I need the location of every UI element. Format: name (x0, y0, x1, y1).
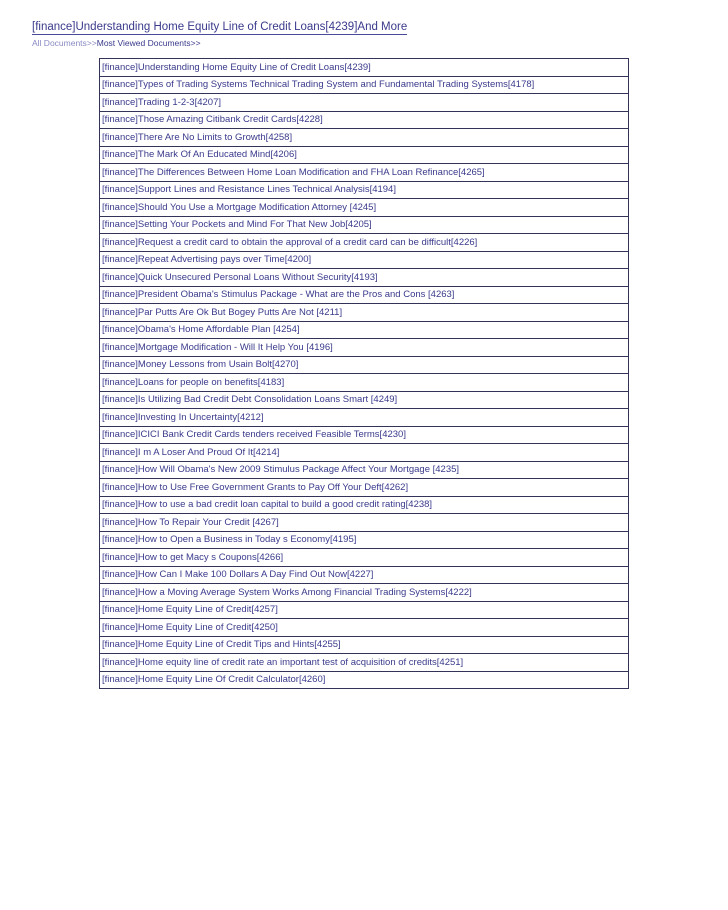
table-cell (100, 654, 629, 672)
document-link[interactable]: [finance]ICICI Bank Credit Cards tenders received Feasible Terms[4230] (102, 429, 406, 441)
table-row (100, 636, 629, 654)
table-row (100, 269, 629, 287)
document-link[interactable]: [finance]How a Moving Average System Works Among Financial Trading Systems[4222] (102, 586, 472, 598)
table-row (100, 146, 629, 164)
document-link[interactable]: [finance]Quick Unsecured Personal Loans Without Security[4193] (102, 271, 378, 283)
document-link[interactable]: [finance]Trading 1-2-3[4207] (102, 96, 222, 108)
table-cell (100, 321, 629, 339)
breadcrumb-separator: >> (86, 38, 97, 48)
document-link[interactable]: [finance]Repeat Advertising pays over Time[4200] (102, 254, 312, 266)
document-link[interactable]: [finance]How to Open a Business in Today s Economy[4195] (102, 534, 357, 546)
table-cell (100, 391, 629, 409)
table-cell (100, 216, 629, 234)
document-link[interactable]: [finance]How Can I Make 100 Dollars A Day Find Out Now[4227] (102, 569, 374, 581)
table-row (100, 111, 629, 129)
table-cell (100, 234, 629, 252)
table-row (100, 286, 629, 304)
table-cell (100, 461, 629, 479)
table-cell (100, 566, 629, 584)
document-link[interactable]: [finance]Setting Your Pockets and Mind For That New Job[4205] (102, 219, 372, 231)
table-cell (100, 146, 629, 164)
document-link[interactable]: [finance]President Obama's Stimulus Package - What are the Pros and Cons [4263] (102, 289, 455, 301)
breadcrumb-most-viewed-link[interactable]: Most Viewed Documents (96, 38, 191, 48)
table-row (100, 304, 629, 322)
table-row (100, 426, 629, 444)
table-cell (100, 671, 629, 689)
table-row (100, 374, 629, 392)
document-link[interactable]: [finance]Request a credit card to obtain the approval of a credit card can be difficult[4226] (102, 236, 478, 248)
table-row (100, 461, 629, 479)
table-row (100, 479, 629, 497)
table-row (100, 76, 629, 94)
table-cell (100, 584, 629, 602)
table-row (100, 164, 629, 182)
document-link[interactable]: [finance]Home equity line of credit rate an important test of acquisition of credits[4251] (102, 656, 464, 668)
table-cell (100, 181, 629, 199)
table-cell (100, 444, 629, 462)
table-cell (100, 426, 629, 444)
table-cell (100, 164, 629, 182)
table-cell (100, 304, 629, 322)
document-link[interactable]: [finance]Understanding Home Equity Line of Credit Loans[4239] (102, 61, 371, 73)
breadcrumb-trailing-separator: >> (190, 38, 201, 48)
table-row (100, 356, 629, 374)
table-cell (100, 549, 629, 567)
document-link[interactable]: [finance]Home Equity Line of Credit[4257] (102, 604, 278, 616)
document-link[interactable]: [finance]There Are No Limits to Growth[4258] (102, 131, 293, 143)
table-row (100, 444, 629, 462)
table-cell (100, 619, 629, 637)
document-link[interactable]: [finance]The Mark Of An Educated Mind[4206] (102, 149, 297, 161)
document-link[interactable]: [finance]Support Lines and Resistance Lines Technical Analysis[4194] (102, 184, 396, 196)
table-row (100, 654, 629, 672)
table-cell (100, 374, 629, 392)
document-link[interactable]: [finance]How to use a bad credit loan capital to build a good credit rating[4238] (102, 499, 433, 511)
table-cell (100, 199, 629, 217)
table-cell (100, 514, 629, 532)
table-cell (100, 409, 629, 427)
table-row (100, 514, 629, 532)
document-link[interactable]: [finance]Those Amazing Citibank Credit Cards[4228] (102, 114, 323, 126)
table-row (100, 59, 629, 77)
documents-table-body (100, 59, 629, 689)
document-link[interactable]: [finance]Should You Use a Mortgage Modification Attorney [4245] (102, 201, 377, 213)
document-link[interactable]: [finance]Money Lessons from Usain Bolt[4270] (102, 359, 299, 371)
table-cell (100, 339, 629, 357)
breadcrumb (32, 38, 201, 48)
table-cell (100, 269, 629, 287)
document-link[interactable]: [finance]Home Equity Line of Credit Tips and Hints[4255] (102, 639, 341, 651)
table-cell (100, 496, 629, 514)
table-cell (100, 111, 629, 129)
table-row (100, 129, 629, 147)
table-cell (100, 479, 629, 497)
document-link[interactable]: [finance]Investing In Uncertainty[4212] (102, 411, 264, 423)
table-cell (100, 129, 629, 147)
table-row (100, 584, 629, 602)
table-cell (100, 601, 629, 619)
table-row (100, 549, 629, 567)
table-cell (100, 531, 629, 549)
document-link[interactable]: [finance]The Differences Between Home Loan Modification and FHA Loan Refinance[4265] (102, 166, 485, 178)
table-row (100, 216, 629, 234)
document-link[interactable]: [finance]Home Equity Line Of Credit Calculator[4260] (102, 674, 326, 686)
page-title[interactable]: [finance]Understanding Home Equity Line of Credit Loans[4239]And More (32, 21, 408, 33)
table-row (100, 234, 629, 252)
table-cell (100, 636, 629, 654)
table-row (100, 251, 629, 269)
document-link[interactable]: [finance]How Will Obama's New 2009 Stimulus Package Affect Your Mortgage [4235] (102, 464, 460, 476)
document-link[interactable]: [finance]I m A Loser And Proud Of It[4214] (102, 446, 280, 458)
table-cell (100, 94, 629, 112)
breadcrumb-all-documents-link[interactable]: All Documents (32, 38, 87, 48)
table-row (100, 199, 629, 217)
document-link[interactable]: [finance]Obama's Home Affordable Plan [4254] (102, 324, 300, 336)
table-row (100, 94, 629, 112)
table-row (100, 181, 629, 199)
document-link[interactable]: [finance]Home Equity Line of Credit[4250] (102, 621, 278, 633)
table-cell (100, 59, 629, 77)
table-cell (100, 286, 629, 304)
table-cell (100, 356, 629, 374)
table-row (100, 339, 629, 357)
document-link[interactable]: [finance]How to Use Free Government Grants to Pay Off Your Deft[4262] (102, 481, 409, 493)
document-link[interactable]: [finance]Loans for people on benefits[4183] (102, 376, 285, 388)
table-row (100, 496, 629, 514)
table-row (100, 619, 629, 637)
table-cell (100, 76, 629, 94)
document-link[interactable]: [finance]How to get Macy s Coupons[4266] (102, 551, 284, 563)
document-link[interactable]: [finance]Types of Trading Systems Technical Trading System and Fundamental Trading Systems[4178] (102, 79, 535, 91)
table-row (100, 531, 629, 549)
table-row (100, 409, 629, 427)
table-row (100, 391, 629, 409)
table-row (100, 566, 629, 584)
table-cell (100, 251, 629, 269)
document-link[interactable]: [finance]Par Putts Are Ok But Bogey Putts Are Not [4211] (102, 306, 343, 318)
document-link[interactable]: [finance]How To Repair Your Credit [4267] (102, 516, 279, 528)
documents-table (99, 58, 629, 689)
table-row (100, 671, 629, 689)
table-row (100, 601, 629, 619)
document-link[interactable]: [finance]Is Utilizing Bad Credit Debt Consolidation Loans Smart [4249] (102, 394, 398, 406)
table-row (100, 321, 629, 339)
document-link[interactable]: [finance]Mortgage Modification - Will It Help You [4196] (102, 341, 333, 353)
